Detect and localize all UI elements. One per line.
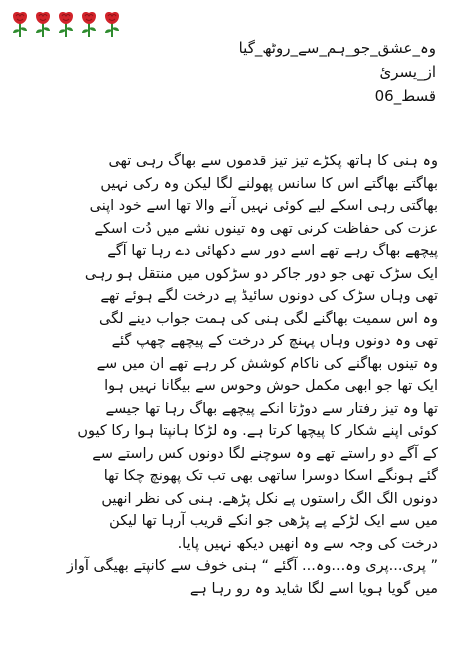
body-line: دونوں الگ الگ راستوں پے نکل پڑھے. ہنی کی نظر انھیں [101, 490, 438, 507]
rose-icon [33, 10, 53, 38]
body-line: عزت کی حفاظت کرنی تھی وہ تینوں نشے میں دُت اسکے [94, 220, 438, 237]
body-line: میں سے ایک لڑکے پے پڑھی جو انکے قریب آرہا تھا لیکن [109, 513, 438, 529]
body-line: کوئی اپنے شکار کا پیچھا کرتا ہے. وہ لڑکا ہانپتا ہوا رکا کیوں [77, 423, 438, 439]
body-line: وہ اس سمیت بھاگنے لگی ہنی کی ہمت جواب دینے لگی [99, 310, 438, 327]
story-body [12, 150, 438, 600]
body-line: ایک تھا جو ابھی مکمل حوش وحوس سے بیگانا نہیں ہوا [104, 378, 438, 394]
body-line: ایک سڑک تھی جو دور جاکر دو سڑکوں میں منتقل ہو رہی [84, 265, 438, 282]
rose-emoji-row [10, 10, 122, 38]
body-line: وہ تینوں بھاگنے کی ناکام کوشش کر رہے تھے ان میں سے [96, 355, 438, 372]
body-line: میں گویا ہویا اسے لگا شاید وہ رو رہا ہے [189, 580, 438, 597]
body-line: تھی وہاں سڑک کی دونوں سائیڈ پے درخت لگے ہوئے تھے [100, 288, 438, 304]
body-line: تھی وہ دونوں وہاں پہنچ کر درخت کے پیچھے چھپ گئے [111, 333, 438, 349]
episode-number: قسط_06 [374, 87, 436, 105]
body-line: تھا وہ تیز رفتار سے دوڑتا انکے پیچھے بھاگ رہا تھا جیسے [105, 400, 438, 417]
rose-icon [10, 10, 30, 38]
body-line: ” پری...پری وہ...وہ... آگئے “ ہنی خوف سے کانپتے بھیگی آواز [66, 558, 438, 574]
rose-icon [56, 10, 76, 38]
body-line: پیچھے بھاگ رہے تھے اسے دور سے دکھائی دے رہا تھا آگے [107, 243, 438, 259]
body-line: بھاگتی رہی اسکے لیے کوئی نہیں آنے والا تھا اسے خود اپنی [89, 198, 438, 214]
body-line: درخت کی وجہ سے وہ انھیں دیکھ نہیں پایا. [177, 535, 438, 552]
story-header [16, 36, 436, 108]
author-line: از_یسرئ [379, 63, 436, 81]
story-title: وہ_عشق_جو_ہم_سے_روٹھ_گیا [238, 39, 436, 57]
body-line: وہ ہنی کا ہاتھ پکڑے تیز تیز قدموں سے بھاگ رہی تھی [108, 153, 438, 169]
body-line: بھاگتے بھاگتے اس کا سانس پھولنے لگا لیکن وہ رکی نہیں [100, 175, 438, 192]
rose-icon [102, 10, 122, 38]
body-line: گئے ہونگے اسکا دوسرا ساتھی بھی تب تک پھونچ چکا تھا [103, 468, 438, 484]
rose-icon [79, 10, 99, 38]
body-line: کے آگے دو راستے تھے وہ سوچنے لگا دونوں کس راستے سے [92, 445, 438, 462]
